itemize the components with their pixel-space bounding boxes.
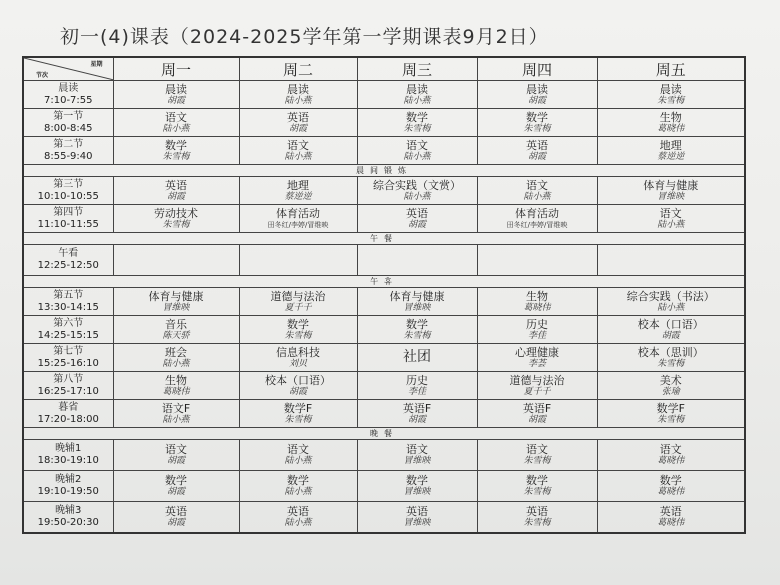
subject-name: 数学	[659, 474, 682, 487]
class-cell	[597, 316, 745, 344]
subject-name: 音乐	[165, 317, 187, 331]
period-cell	[23, 372, 113, 400]
subject-name: 数学F	[283, 401, 313, 415]
class-cell	[113, 205, 239, 233]
subject-name: 生物	[165, 373, 187, 387]
period-name: 暮省	[58, 401, 79, 413]
period-name: 第六节	[53, 317, 84, 329]
teacher-name: 陆小燕	[162, 414, 190, 425]
period-name: 第五节	[53, 289, 84, 301]
teacher-name: 冒维映	[403, 518, 431, 528]
subject-name: 英语	[659, 505, 682, 518]
teacher-name: 朱雪梅	[657, 414, 685, 425]
day-header: 周三	[357, 57, 477, 81]
class-cell	[597, 502, 745, 534]
subject-name: 语文F	[161, 401, 191, 415]
subject-name: 心理健康	[515, 345, 559, 359]
subject-name: 语文	[526, 443, 548, 456]
period-row	[23, 288, 745, 316]
class-cell	[357, 137, 477, 165]
teacher-name: 冒维映	[403, 487, 431, 497]
class-cell	[239, 109, 357, 137]
teacher-name: 陈天骄	[162, 330, 190, 341]
class-cell	[113, 372, 239, 400]
class-cell	[477, 137, 597, 165]
subject-name: 晨读	[659, 82, 682, 96]
break-row	[23, 233, 745, 245]
class-cell	[357, 205, 477, 233]
class-cell	[239, 344, 357, 372]
teacher-name: 朱雪梅	[523, 456, 551, 466]
teacher-name: 冒维映	[162, 302, 190, 313]
period-cell	[23, 245, 113, 276]
period-cell	[23, 471, 113, 502]
teacher-name: 胡霞	[166, 191, 185, 202]
subject-name: 数学F	[656, 401, 685, 415]
class-cell	[113, 440, 239, 471]
teacher-name: 胡霞	[166, 487, 185, 497]
subject-name: 英语F	[402, 401, 432, 415]
period-time: 13:30-14:15	[37, 301, 99, 313]
subject-name: 地理	[287, 178, 309, 192]
period-name: 晚辅1	[55, 443, 82, 454]
period-time: 7:10-7:55	[43, 94, 93, 106]
teacher-name: 李佳	[527, 330, 546, 341]
subject-name: 英语	[526, 505, 548, 518]
teacher-name: 葛晓伟	[657, 518, 685, 528]
teacher-name: 葛晓伟	[657, 456, 685, 466]
class-cell	[597, 205, 745, 233]
class-cell	[357, 344, 477, 372]
class-cell	[477, 400, 597, 428]
teacher-name: 李荟	[527, 358, 546, 369]
teacher-name: 葛晓伟	[657, 487, 685, 497]
subject-name: 体育与健康	[643, 178, 699, 192]
teacher-name: 陆小燕	[162, 123, 190, 134]
period-cell	[23, 109, 113, 137]
subject-name: 班会	[165, 345, 187, 359]
period-time: 16:25-17:10	[37, 385, 99, 397]
class-cell	[113, 245, 239, 276]
teacher-name: 刘贝	[288, 358, 307, 369]
subject-name: 晨读	[165, 82, 187, 96]
period-row	[23, 471, 745, 502]
period-cell	[23, 205, 113, 233]
teacher-name: 陆小燕	[284, 456, 312, 466]
subject-name: 语文	[165, 110, 187, 124]
period-name: 第七节	[53, 345, 84, 357]
teacher-name: 朱雪梅	[403, 123, 431, 134]
subject-name: 综合实践（书法）	[626, 289, 715, 303]
teacher-name: 夏千千	[523, 386, 551, 397]
class-cell	[597, 81, 745, 109]
teacher-name: 陆小燕	[657, 219, 685, 230]
teacher-name: 胡霞	[166, 456, 185, 466]
subject-name: 数学	[165, 138, 187, 152]
class-cell	[239, 137, 357, 165]
class-cell	[477, 245, 597, 276]
break-row	[23, 165, 745, 177]
teacher-name: 葛晓伟	[657, 123, 685, 134]
subject-name: 道德与法治	[509, 373, 565, 387]
subject-name: 语文	[526, 178, 548, 192]
teacher-name: 陆小燕	[403, 95, 431, 106]
class-cell	[113, 81, 239, 109]
teacher-name: 胡霞	[288, 123, 307, 134]
subject-name: 道德与法治	[270, 289, 326, 303]
subject-name: 语文	[406, 138, 428, 152]
class-cell	[477, 205, 597, 233]
period-name: 第一节	[53, 110, 84, 122]
teacher-name: 陆小燕	[162, 358, 190, 369]
period-time: 10:10-10:55	[37, 190, 99, 202]
class-cell	[597, 471, 745, 502]
teacher-name: 蔡逆逆	[657, 151, 685, 162]
teacher-name: 朱雪梅	[162, 219, 190, 230]
teacher-name: 朱雪梅	[657, 95, 685, 106]
subject-name: 信息科技	[276, 345, 320, 359]
teacher-name: 冒维映	[657, 191, 685, 202]
period-time: 19:50-20:30	[37, 517, 99, 528]
teacher-name: 蔡逆逆	[284, 191, 312, 202]
teacher-name: 陆小燕	[403, 191, 431, 202]
class-cell	[113, 316, 239, 344]
class-cell	[113, 109, 239, 137]
subject-name: 数学	[165, 474, 187, 487]
subject-name: 英语	[287, 505, 309, 518]
period-row	[23, 81, 745, 109]
period-name: 晚辅2	[55, 474, 82, 485]
class-cell	[113, 177, 239, 205]
day-header: 周一	[113, 57, 239, 81]
class-cell	[357, 81, 477, 109]
period-name: 午看	[58, 248, 79, 259]
class-cell	[597, 440, 745, 471]
teacher-name: 陆小燕	[284, 95, 312, 106]
teacher-name: 朱雪梅	[523, 123, 551, 134]
teacher-name: 朱雪梅	[284, 330, 312, 341]
teacher-name: 胡霞	[288, 386, 307, 397]
teacher-name: 胡霞	[407, 414, 426, 425]
period-time: 18:30-19:10	[37, 455, 99, 466]
period-row	[23, 344, 745, 372]
period-name: 晨读	[58, 82, 79, 94]
class-cell	[477, 177, 597, 205]
subject-name: 语文	[659, 443, 682, 456]
period-row	[23, 372, 745, 400]
break-label: 午餐	[23, 233, 745, 245]
subject-name: 晨读	[526, 82, 548, 96]
subject-name: 体育活动	[515, 206, 559, 220]
class-cell	[239, 245, 357, 276]
period-time: 14:25-15:15	[37, 329, 99, 341]
class-cell	[597, 245, 745, 276]
period-time: 8:00-8:45	[43, 122, 93, 134]
class-cell	[113, 288, 239, 316]
class-cell	[113, 400, 239, 428]
teacher-name: 朱雪梅	[403, 330, 431, 341]
subject-name: 数学	[406, 474, 428, 487]
break-label: 午휴	[23, 276, 745, 288]
day-header: 周五	[597, 57, 745, 81]
class-cell	[357, 177, 477, 205]
class-cell	[239, 205, 357, 233]
period-row	[23, 245, 745, 276]
subject-name: 历史	[406, 373, 428, 387]
period-row	[23, 440, 745, 471]
subject-name: 语文	[287, 443, 309, 456]
teacher-name: 朱雪梅	[657, 358, 685, 369]
teacher-name: 朱雪梅	[523, 487, 551, 497]
period-time: 12:25-12:50	[37, 260, 99, 271]
teacher-name: 朱雪梅	[284, 414, 312, 425]
class-cell	[113, 471, 239, 502]
teacher-name: 胡霞	[661, 330, 680, 341]
class-cell	[357, 502, 477, 534]
day-header: 周四	[477, 57, 597, 81]
period-row	[23, 109, 745, 137]
period-name: 第二节	[53, 138, 84, 150]
period-row	[23, 502, 745, 534]
teacher-name: 夏千千	[284, 302, 312, 313]
subject-name: 英语	[406, 505, 428, 518]
period-cell	[23, 316, 113, 344]
subject-name: 社团	[403, 349, 431, 365]
subject-name: 生物	[659, 110, 682, 124]
subject-name: 数学	[406, 317, 428, 331]
teacher-name: 冒维映	[403, 302, 431, 313]
class-cell	[239, 81, 357, 109]
teacher-name: 胡霞	[166, 95, 185, 106]
class-cell	[113, 502, 239, 534]
subject-name: 英语	[165, 505, 187, 518]
teacher-name: 葛晓伟	[523, 302, 551, 313]
class-cell	[597, 400, 745, 428]
period-time: 8:55-9:40	[43, 150, 93, 162]
class-cell	[357, 400, 477, 428]
corner-label-period: 节次	[36, 72, 49, 79]
period-row	[23, 316, 745, 344]
subject-name: 体育与健康	[148, 289, 204, 303]
class-cell	[477, 288, 597, 316]
class-cell	[239, 440, 357, 471]
subject-name: 数学	[287, 317, 309, 331]
period-time: 17:20-18:00	[37, 413, 99, 425]
subject-name: 劳动技术	[154, 206, 198, 220]
teacher-name: 李佳	[407, 386, 426, 397]
teacher-name: 田冬红/李婷/冒维映	[506, 220, 568, 229]
subject-name: 校本（口语）	[637, 317, 704, 331]
subject-name: 校本（口语）	[265, 373, 331, 387]
subject-name: 体育活动	[276, 206, 320, 220]
teacher-name: 葛晓伟	[162, 386, 190, 397]
subject-name: 晨读	[406, 82, 428, 96]
class-cell	[239, 288, 357, 316]
class-cell	[477, 471, 597, 502]
subject-name: 数学	[526, 110, 548, 124]
class-cell	[239, 177, 357, 205]
subject-name: 美术	[659, 373, 682, 387]
subject-name: 校本（思训）	[637, 345, 704, 359]
period-cell	[23, 440, 113, 471]
class-cell	[477, 372, 597, 400]
subject-name: 综合实践（文赏）	[373, 178, 461, 192]
class-cell	[239, 316, 357, 344]
teacher-name: 陆小燕	[284, 487, 312, 497]
subject-name: 生物	[526, 289, 548, 303]
break-label: 晨间锻炼	[23, 165, 745, 177]
subject-name: 英语	[287, 110, 309, 124]
class-cell	[477, 344, 597, 372]
period-row	[23, 205, 745, 233]
period-name: 第八节	[53, 373, 84, 385]
teacher-name: 冒维映	[403, 456, 431, 466]
period-row	[23, 400, 745, 428]
timetable	[22, 56, 746, 534]
class-cell	[357, 372, 477, 400]
period-cell	[23, 344, 113, 372]
teacher-name: 胡霞	[407, 219, 426, 230]
class-cell	[239, 372, 357, 400]
subject-name: 体育与健康	[389, 289, 445, 303]
subject-name: 语文	[406, 443, 428, 456]
teacher-name: 胡霞	[527, 151, 546, 162]
break-label: 晚餐	[23, 428, 745, 440]
teacher-name: 陆小燕	[284, 151, 312, 162]
class-cell	[357, 316, 477, 344]
subject-name: 数学	[526, 474, 548, 487]
period-cell	[23, 137, 113, 165]
period-name: 第四节	[53, 206, 84, 218]
class-cell	[357, 471, 477, 502]
class-cell	[597, 137, 745, 165]
class-cell	[597, 344, 745, 372]
break-row	[23, 276, 745, 288]
teacher-name: 陆小燕	[523, 191, 551, 202]
subject-name: 英语	[165, 178, 187, 192]
period-cell	[23, 400, 113, 428]
period-name: 晚辅3	[55, 505, 82, 516]
teacher-name: 朱雪梅	[523, 518, 551, 528]
teacher-name: 田冬红/李婷/冒维映	[267, 220, 329, 229]
teacher-name: 朱雪梅	[162, 151, 190, 162]
class-cell	[477, 81, 597, 109]
class-cell	[477, 109, 597, 137]
subject-name: 地理	[659, 138, 682, 152]
class-cell	[477, 316, 597, 344]
subject-name: 数学	[287, 474, 309, 487]
subject-name: 语文	[659, 206, 682, 220]
header-row	[23, 57, 745, 81]
timetable-body	[23, 81, 745, 534]
subject-name: 英语	[406, 206, 428, 220]
subject-name: 语文	[165, 443, 187, 456]
class-cell	[597, 109, 745, 137]
teacher-name: 陆小燕	[657, 302, 685, 313]
class-cell	[597, 288, 745, 316]
teacher-name: 陆小燕	[284, 518, 312, 528]
class-cell	[357, 109, 477, 137]
corner-label-weekday: 星期	[90, 61, 103, 68]
class-cell	[357, 245, 477, 276]
class-cell	[357, 288, 477, 316]
class-cell	[113, 137, 239, 165]
class-cell	[597, 372, 745, 400]
teacher-name: 胡霞	[527, 95, 546, 106]
class-cell	[239, 471, 357, 502]
period-row	[23, 137, 745, 165]
period-cell	[23, 81, 113, 109]
subject-name: 语文	[287, 138, 309, 152]
corner-cell	[23, 57, 113, 81]
page-title: 初一(4)课表（2024-2025学年第一学期课表9月2日）	[60, 26, 549, 48]
class-cell	[477, 440, 597, 471]
class-cell	[113, 344, 239, 372]
teacher-name: 胡霞	[166, 518, 185, 528]
class-cell	[239, 502, 357, 534]
period-cell	[23, 502, 113, 534]
subject-name: 英语F	[522, 401, 552, 415]
period-time: 11:10-11:55	[37, 218, 99, 230]
class-cell	[357, 440, 477, 471]
teacher-name: 胡霞	[527, 414, 546, 425]
teacher-name: 陆小燕	[403, 151, 431, 162]
class-cell	[239, 400, 357, 428]
period-time: 19:10-19:50	[37, 486, 99, 497]
day-header: 周二	[239, 57, 357, 81]
subject-name: 历史	[526, 317, 548, 331]
period-cell	[23, 177, 113, 205]
period-cell	[23, 288, 113, 316]
subject-name: 晨读	[287, 82, 309, 96]
break-row	[23, 428, 745, 440]
period-time: 15:25-16:10	[37, 357, 99, 369]
class-cell	[597, 177, 745, 205]
period-row	[23, 177, 745, 205]
period-name: 第三节	[53, 178, 84, 190]
subject-name: 数学	[406, 110, 428, 124]
teacher-name: 张瑜	[661, 386, 680, 397]
subject-name: 英语	[526, 138, 548, 152]
class-cell	[477, 502, 597, 534]
